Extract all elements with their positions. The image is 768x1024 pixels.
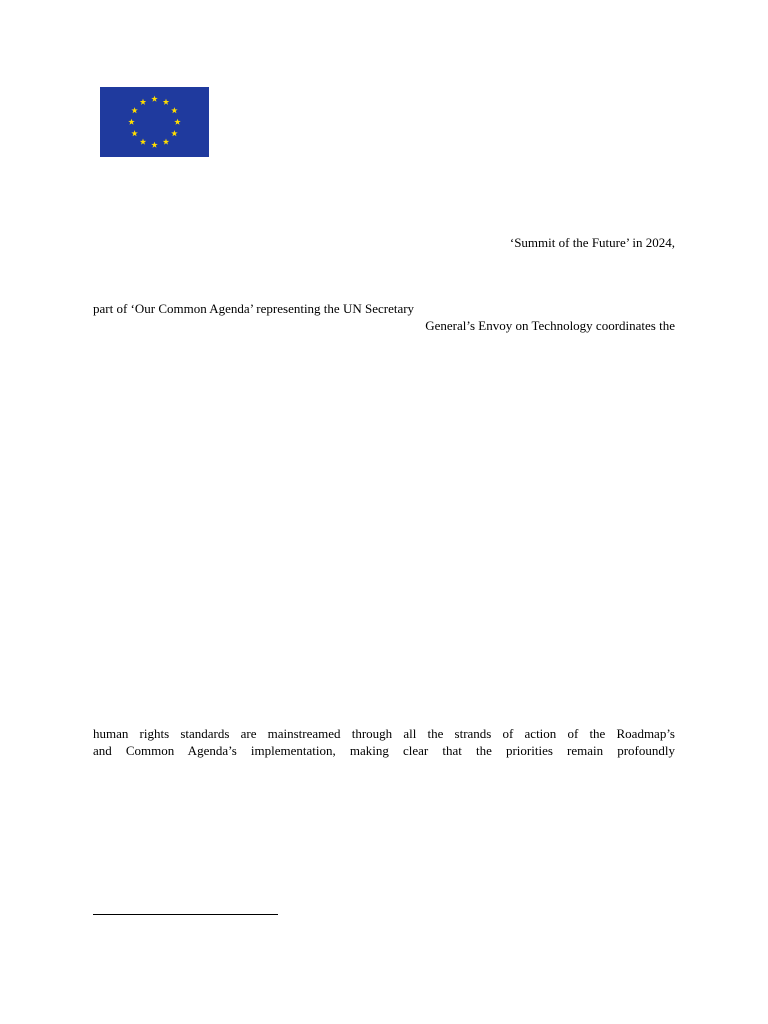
- eu-flag-icon: [100, 87, 209, 157]
- rights-line-1: human rights standards are mainstreamed through all the strands of action of the Roadmap’s: [93, 726, 675, 741]
- flag-star-icon: [151, 142, 157, 148]
- flag-star-icon: [131, 130, 137, 136]
- agenda-line-1: part of ‘Our Common Agenda’ representing the UN Secretary: [93, 301, 415, 316]
- flag-star-icon: [140, 99, 146, 105]
- agenda-line-2: General’s Envoy on Technology coordinates the: [425, 318, 675, 333]
- footnote-separator: [93, 914, 278, 915]
- flag-star-icon: [131, 107, 137, 113]
- flag-star-icon: [174, 119, 180, 125]
- rights-line-2: and Common Agenda’s implementation, making clear that the priorities remain profoundly: [93, 743, 675, 758]
- eu-flag-stars: [100, 87, 209, 157]
- summit-line: ‘Summit of the Future’ in 2024,: [509, 235, 675, 250]
- flag-star-icon: [128, 119, 134, 125]
- flag-star-icon: [140, 139, 146, 145]
- flag-star-icon: [171, 130, 177, 136]
- flag-star-icon: [171, 107, 177, 113]
- flag-star-icon: [151, 96, 157, 102]
- flag-star-icon: [163, 139, 169, 145]
- flag-star-icon: [163, 99, 169, 105]
